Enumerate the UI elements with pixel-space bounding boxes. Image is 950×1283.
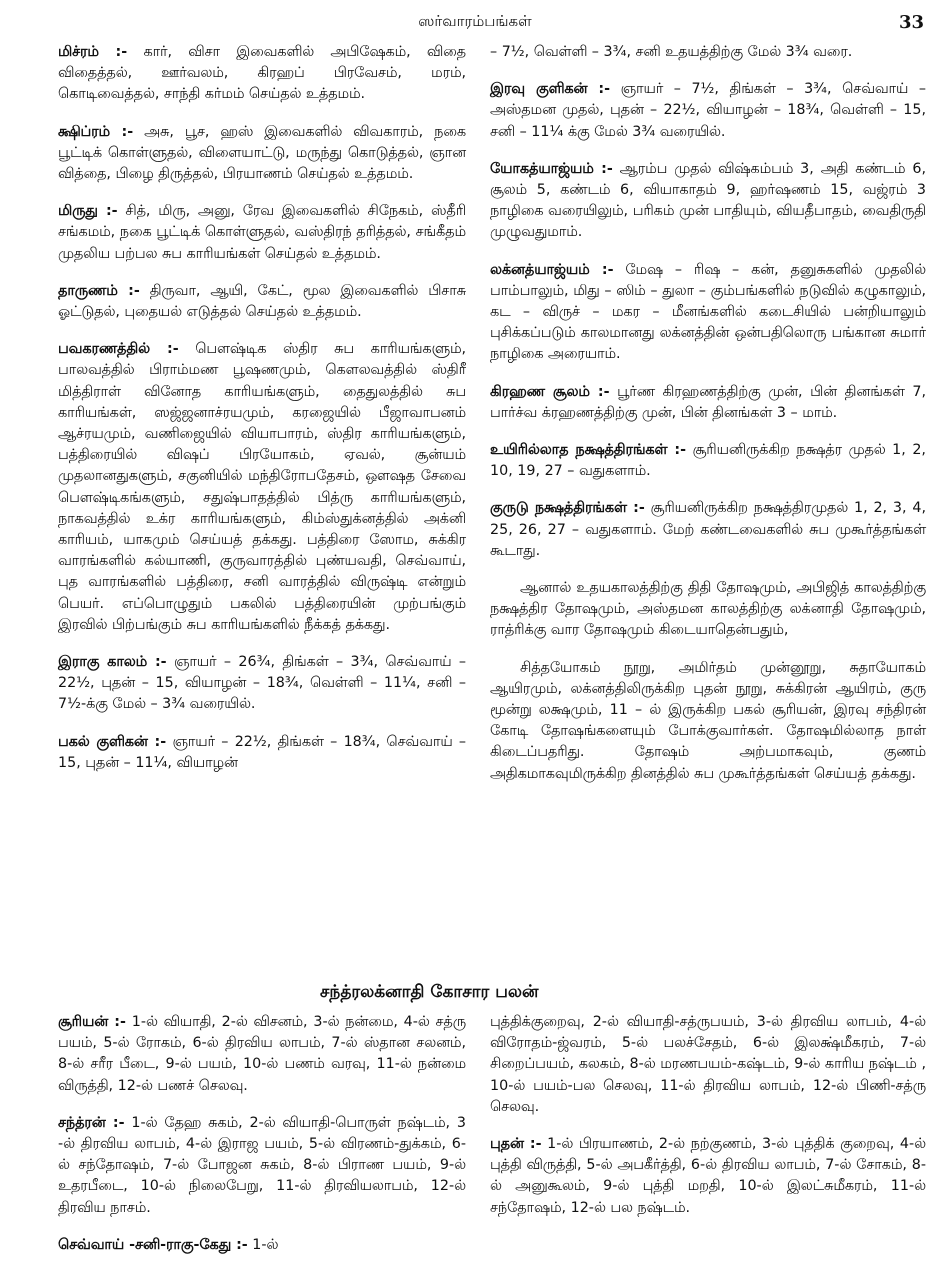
paragraph bbox=[490, 159, 926, 244]
paragraph bbox=[490, 79, 926, 143]
paragraph-text: – 7½, வெள்ளி – 3¾, சனி உதயத்திற்கு மேல் 3¾ வரை. bbox=[490, 44, 853, 60]
paragraph-text: அசு, பூச, ஹஸ் இவைகளில் விவகாரம், நகை பூட்டிக் கொள்ளுதல், விளையாட்டு, மருந்து கொடுத்தல், ஞான வித்தை, பிழை திருத்தல், பிரயாணம் செய்தல் உத்தமம். bbox=[58, 123, 466, 183]
paragraph-text: பூர்ண கிரஹணத்திற்கு முன், பின் தினங்கள் 7, பார்ச்வ க்ரஹணத்திற்கு முன், பின் தினங்கள் 3 – மாம். bbox=[490, 383, 926, 421]
right-column bbox=[490, 42, 926, 795]
page-number: 33 bbox=[898, 12, 924, 33]
paragraph bbox=[58, 1113, 466, 1219]
paragraph bbox=[490, 260, 926, 366]
paragraph bbox=[490, 658, 926, 785]
paragraph-text: சித், மிரு, அனு, ரேவ இவைகளில் சிநேகம், ஸ்தீரி சங்கமம், நகை பூட்டிக் கொள்ளுதல், வஸ்திரந் தரித்தல், சங்கீதம் முதலிய பற்பல சுப காரியங்கள் செய்தல் உத்தமம். bbox=[58, 203, 466, 262]
term-label: லக்னத்யாஜ்யம் :- bbox=[490, 261, 614, 278]
paragraph-text: பௌஷ்டிக ஸ்திர சுப காரியங்களும், பாலவத்தில் பிராம்மண பூஷணமும், கௌலவத்தில் ஸ்திரீ மித்திராள் வினோத காரியங்களும், தைதுலத்தில் சுப காரியங்கள், ஸஜ்ஜனாச்ரயமும், கரஜையில் பீஜாவாபனம் ஆச்ரயமும், வணிஜையில் வியாபாரம், ஸ்திர காரியங்களும், பத்திரையில் விஷப் பிரயோகம், ஏவல், சூன்யம் முதலானதுகளும், சகுனியில் மந்திரோபதேசம், ஔஷத சேவை பௌஷ்டிகங்களும், சதுஷ்பாதத்தில் பித்ரு காரியங்களும், நாகவத்தில் உக்ர காரியங்களும், கிம்ஸ்துக்னத்தில் அக்னி காரியம், யாகமும் செய்யத் தக்கது. பத்திரை ஸோம, சுக்கிர வாரங்களில் கல்யாணி, குருவாரத்தில் புண்யவதி, செவ்வாய், புத வாரங்களில் பத்திரை, சனி வாரத்தில் விருஷ்டி என்றும் பெயர். எப்பொழுதும் பகலில் பத்திரையின் முற்பங்கும் இரவில் பிற்பங்கும் சுப காரியங்களில் நீக்கத் தக்கது. bbox=[58, 341, 466, 633]
term-label: மிச்ரம் :- bbox=[58, 44, 128, 60]
term-label: உயிரில்லாத நக்ஷத்திரங்கள் :- bbox=[490, 442, 687, 459]
term-label: புதன் :- bbox=[490, 1136, 542, 1153]
term-label: தாருணம் :- bbox=[58, 282, 140, 299]
paragraph-text: சித்தயோகம் நூறு, அமிர்தம் முன்னூறு, சுதாயோகம் ஆயிரமும், லக்னத்திலிருக்கிற புதன் நூறு, சுக்கிரன் ஆயிரம், குரு மூன்று லக்ஷமும், 11 – ல் இருக்கிற பகல் சூரியன், இரவு சந்திரன் கோடி தோஷங்களையும் போக்குவார்கள். தோஷமில்லாத நாள் கிடைப்பதரிது. தோஷம் அற்பமாகவும், குணம் அதிகமாகவுமிருக்கிற தினத்தில் சுப முகூர்த்தங்கள் செய்யத் தக்கது. bbox=[490, 659, 926, 782]
paragraph bbox=[58, 1235, 466, 1256]
paragraph bbox=[58, 1012, 466, 1097]
paragraph-text: ஆனால் உதயகாலத்திற்கு திதி தோஷமும், அபிஜித் காலத்திற்கு நக்ஷத்திர தோஷமும், அஸ்தமன காலத்திற்கு லக்னாதி தோஷமும், ராத்ரிக்கு வார தோஷமும் கிடையாதென்பதும், bbox=[490, 580, 926, 639]
term-label: க்ஷிப்ரம் :- bbox=[58, 123, 134, 140]
term-label: குருடு நக்ஷத்திரங்கள் :- bbox=[490, 500, 645, 517]
paragraph-text: கார், விசா இவைகளில் அபிஷேகம், விதை விதைத்தல், ஊர்வலம், கிரஹப் பிரவேசம், மரம், கொடிவைத்தல், சாந்தி கர்மம் செய்தல் உத்தமம். bbox=[58, 44, 466, 103]
paragraph-text: 1-ல் வியாதி, 2-ல் விசனம், 3-ல் நன்மை, 4-ல் சத்ரு பயம், 5-ல் ரோகம், 6-ல் திரவிய லாபம், 7-ல் ஸ்தான சலனம், 8-ல் சரீர பீடை, 9-ல் பயம், 10-ல் பணம் வரவு, 11-ல் நன்மை விருத்தி, 12-ல் பணச் செலவு. bbox=[58, 1014, 466, 1094]
paragraph bbox=[490, 1012, 926, 1118]
left-column bbox=[58, 42, 466, 784]
term-label: யோகத்யாஜ்யம் :- bbox=[490, 160, 613, 177]
term-label: கிரஹண சூலம் :- bbox=[490, 383, 610, 400]
paragraph bbox=[58, 201, 466, 265]
paragraph bbox=[490, 440, 926, 482]
paragraph bbox=[490, 578, 926, 642]
paragraph bbox=[490, 382, 926, 424]
section-title: சந்த்ரலக்னாதி கோசார பலன் bbox=[320, 982, 539, 1002]
paragraph bbox=[490, 1134, 926, 1219]
paragraph-text: ஞாயர் – 26¾, திங்கள் – 3¾, செவ்வாய் – 22½, புதன் – 15, வியாழன் – 18¾, வெள்ளி – 11¼, சனி – 7½-க்கு மேல் – 3¾ வரையில். bbox=[58, 654, 466, 713]
paragraph bbox=[58, 122, 466, 186]
running-title: ஸர்வாரம்பங்கள் bbox=[418, 12, 532, 30]
term-label: பகல் குளிகன் :- bbox=[58, 733, 167, 750]
term-label: பவகரணத்தில் :- bbox=[58, 341, 179, 358]
paragraph-text: ஆரம்ப முதல் விஷ்கம்பம் 3, அதி கண்டம் 6, சூலம் 5, கண்டம் 6, வியாகாதம் 9, ஹர்ஷணம் 15, வஜ்ரம் 3 நாழிகை வரையிலும், பரிகம் முன் பாதியும், வியதீபாதம், வைதிருதி முழுவதுமாம். bbox=[490, 160, 926, 241]
term-label: இரவு குளிகன் :- bbox=[490, 81, 611, 98]
paragraph bbox=[58, 652, 466, 716]
paragraph-text: சூரியனிருக்கிற நக்ஷத்ர முதல் 1, 2, 10, 19, 27 – வதுகளாம். bbox=[490, 442, 926, 480]
paragraph-text: மேஷ – ரிஷ – கன், தனுசுகளில் முதலில் பாம்பாலும், மிது – ஸிம் – துலா – கும்பங்களில் நடுவில் கழுகாலும், கட – விருச் – மகர – மீனங்களில் கடைசியில் பன்றியாலும் புசிக்கப்படும் காலமானது லக்னத்தின் ஒன்பதிலொரு பங்கான சுமார் நாழிகை அரையாம். bbox=[490, 261, 926, 363]
bottom-left-column bbox=[58, 1012, 466, 1266]
term-label: இராகு காலம் :- bbox=[58, 654, 167, 671]
paragraph bbox=[490, 42, 926, 63]
paragraph-text: புத்திக்குறைவு, 2-ல் வியாதி-சத்ருபயம், 3-ல் திரவிய லாபம், 4-ல் விரோதம்-ஜ்வரம், 5-ல் பலச்சேதம், 6-ல் இலக்ஷ்மீகரம், 7-ல் சிறைப்பயம், கலகம், 8-ல் மரணபயம்-கஷ்டம், 9-ல் காரிய நஷ்டம் , 10-ல் பயம்-பல செலவு, 11-ல் திரவிய லாபம், 12-ல் பிணி-சத்ரு செலவு. bbox=[490, 1014, 926, 1115]
paragraph bbox=[58, 281, 466, 323]
term-label: செவ்வாய் -சனி-ராகு-கேது :- bbox=[58, 1236, 248, 1253]
paragraph bbox=[490, 498, 926, 562]
bottom-right-column bbox=[490, 1012, 926, 1229]
paragraph bbox=[58, 42, 466, 106]
paragraph-text: 1-ல் பிரயாணம், 2-ல் நற்குணம், 3-ல் புத்திக் குறைவு, 4-ல் புத்தி விருத்தி, 5-ல் அபகீர்த்தி, 6-ல் திரவிய லாபம், 7-ல் சோகம், 8-ல் அனுகூலம், 9-ல் புத்தி மறதி, 10-ல் இலட்சுமீகரம், 11-ல் சந்தோஷம், 12-ல் பல நஷ்டம். bbox=[490, 1136, 926, 1216]
paragraph bbox=[58, 339, 466, 636]
paragraph-text: 1-ல் bbox=[247, 1236, 279, 1253]
paragraph-text: திருவா, ஆயி, கேட், மூல இவைகளில் பிசாசு ஓட்டுதல், புதையல் எடுத்தல் செய்தல் உத்தமம். bbox=[58, 282, 466, 321]
term-label: சந்த்ரன் :- bbox=[58, 1114, 125, 1131]
paragraph-text: ஞாயர் – 7½, திங்கள் – 3¾, செவ்வாய் – அஸ்தமன முதல், புதன் – 22½, வியாழன் – 18¾, வெள்ளி – 15, சனி – 11¼ க்கு மேல் 3¾ வரையில். bbox=[490, 81, 926, 140]
term-label: சூரியன் :- bbox=[58, 1014, 126, 1030]
paragraph-text: சூரியனிருக்கிற நக்ஷத்திரமுதல் 1, 2, 3, 4, 25, 26, 27 – வதுகளாம். மேற் கண்டவைகளில் சுப முகூர்த்தங்கள் கூடாது. bbox=[490, 500, 927, 559]
paragraph-text: 1-ல் தேஹ சுகம், 2-ல் வியாதி-பொருள் நஷ்டம், 3 -ல் திரவிய லாபம், 4-ல் இராஜ பயம், 5-ல் விரணம்-துக்கம், 6-ல் சந்தோஷம், 7-ல் போஜன சுகம், 8-ல் பிராண பயம், 9-ல் உதரபீடை, 10-ல் நிலைபேறு, 11-ல் திரவியலாபம், 12-ல் திரவிய நாசம். bbox=[58, 1114, 467, 1216]
paragraph bbox=[58, 732, 466, 774]
paragraph-text: ஞாயர் – 22½, திங்கள் – 18¾, செவ்வாய் – 15, புதன் – 11¼, வியாழன் bbox=[58, 733, 466, 771]
term-label: மிருது :- bbox=[58, 203, 118, 220]
